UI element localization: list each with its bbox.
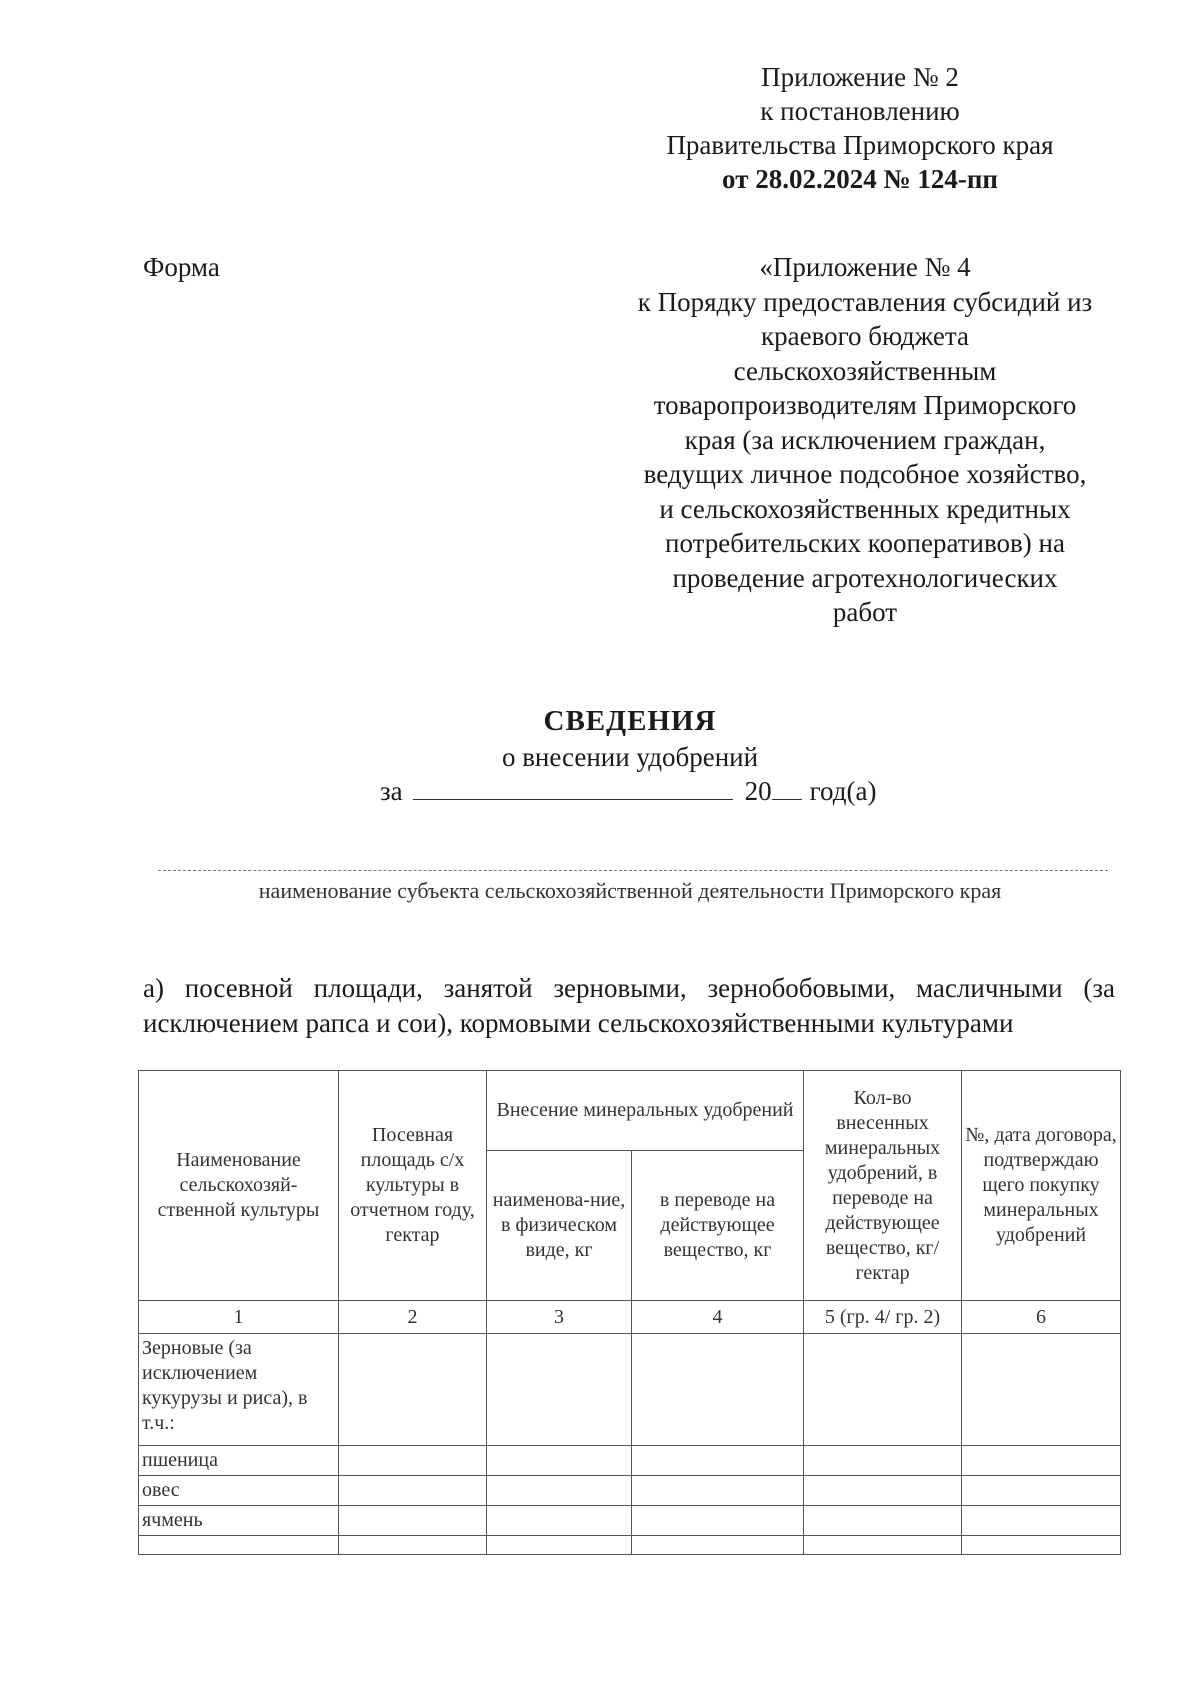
table-cell[interactable] [804, 1476, 962, 1506]
table-cell[interactable] [487, 1334, 632, 1446]
appendix4-line: потребительских кооперативов) на [665, 528, 1065, 558]
appendix4-line: товаропроизводителям Приморского [653, 390, 1077, 420]
table-cell[interactable] [487, 1476, 632, 1506]
table-cell[interactable] [632, 1506, 804, 1536]
appendix-date: от 28.02.2024 № 124-пп [722, 164, 998, 194]
appendix4-line: работ [832, 597, 898, 627]
table-cell[interactable] [487, 1536, 632, 1555]
table-cell[interactable] [804, 1536, 962, 1555]
table-cell[interactable] [339, 1334, 487, 1446]
column-number: 6 [962, 1301, 1121, 1334]
fertilizer-table [138, 1070, 1121, 1555]
table-cell[interactable] [804, 1446, 962, 1476]
column-number: 2 [339, 1301, 487, 1334]
appendix4-line: краевого бюджета [761, 321, 969, 351]
entity-caption: наименование субъекта сельскохозяйственной деятельности Приморского края [258, 878, 1002, 903]
column-number: 1 [139, 1301, 339, 1334]
table-row [139, 1334, 1121, 1446]
table-row [139, 1506, 1121, 1536]
period-year-prefix: 20 [744, 776, 772, 806]
header-mineral-fertilizers: Внесение минеральных удобрений [487, 1071, 804, 1151]
crop-name-cell: Зерновые (за исключением кукурузы и риса), в т.ч.: [139, 1334, 339, 1446]
header-sown-area: Посевная площадь с/х культуры в отчетном году, гектар [339, 1071, 487, 1301]
appendix-line: Правительства Приморского края [666, 130, 1054, 160]
header-active-substance: в переводе на действующее вещество, кг [632, 1151, 804, 1301]
table-cell[interactable] [339, 1536, 487, 1555]
table-cell[interactable] [487, 1446, 632, 1476]
crop-name-cell: ячмень [139, 1506, 339, 1536]
appendix-line: к постановлению [760, 96, 960, 126]
table-cell[interactable] [804, 1506, 962, 1536]
table-cell[interactable] [804, 1334, 962, 1446]
column-number: 3 [487, 1301, 632, 1334]
header-contract: №, дата договора, подтверждаю щего покупку минеральных удобрений [962, 1071, 1121, 1301]
header-crop-name: Наименование сельскохозяй-ственной культуры [139, 1071, 339, 1301]
period-line [380, 776, 876, 807]
table-cell[interactable] [632, 1536, 804, 1555]
table-row [139, 1446, 1121, 1476]
period-blank-field[interactable] [413, 777, 733, 800]
document-title: СВЕДЕНИЯ [543, 705, 717, 737]
appendix4-line: сельскохозяйственным [733, 355, 997, 386]
entity-name-line[interactable] [158, 870, 1108, 871]
appendix4-line: проведение агротехнологических [672, 562, 1058, 593]
appendix4-line: «Приложение № 4 [759, 252, 971, 282]
table-cell[interactable] [962, 1476, 1121, 1506]
table-cell[interactable] [632, 1476, 804, 1506]
table-cell[interactable] [339, 1506, 487, 1536]
table-cell[interactable] [962, 1334, 1121, 1446]
table-cell[interactable] [962, 1536, 1121, 1555]
table-cell[interactable] [339, 1476, 487, 1506]
appendix-line: Приложение № 2 [761, 62, 959, 92]
appendix4-line: к Порядку предоставления субсидий из [637, 286, 1093, 317]
table-row [139, 1476, 1121, 1506]
appendix-header [620, 60, 1100, 196]
appendix4-block [615, 250, 1115, 630]
table-cell[interactable] [962, 1446, 1121, 1476]
table-row [139, 1536, 1121, 1555]
form-label: Форма [143, 252, 220, 282]
table-cell[interactable] [962, 1506, 1121, 1536]
table-cell[interactable] [339, 1446, 487, 1476]
appendix4-line: и сельскохозяйственных кредитных [659, 493, 1071, 524]
table-cell[interactable] [632, 1334, 804, 1446]
appendix4-line: края (за исключением граждан, [684, 424, 1046, 455]
document-subtitle: о внесении удобрений [501, 742, 759, 772]
crop-name-cell: овес [139, 1476, 339, 1506]
period-prefix: за [380, 776, 403, 806]
appendix4-line: ведущих личное подсобное хозяйство, [643, 459, 1087, 489]
section-a-line1: а) посевной площади, занятой зерновыми, зернобобовыми, масличными (за [143, 973, 1115, 1003]
period-suffix: год(а) [809, 776, 877, 806]
header-name-physical: наименова-ние, в физическом виде, кг [487, 1151, 632, 1301]
table-cell[interactable] [632, 1446, 804, 1476]
crop-name-cell [139, 1536, 339, 1555]
section-a-line2: исключением рапса и сои), кормовыми сельскохозяйственными культурами [143, 1008, 1014, 1038]
crop-name-cell: пшеница [139, 1446, 339, 1476]
column-number: 5 (гр. 4/ гр. 2) [804, 1301, 962, 1334]
column-number: 4 [632, 1301, 804, 1334]
year-blank-field[interactable] [772, 777, 802, 800]
header-fertilizer-amount: Кол-во внесенных минеральных удобрений, в переводе на действующее вещество, кг/гектар [804, 1071, 962, 1301]
table-cell[interactable] [487, 1506, 632, 1536]
